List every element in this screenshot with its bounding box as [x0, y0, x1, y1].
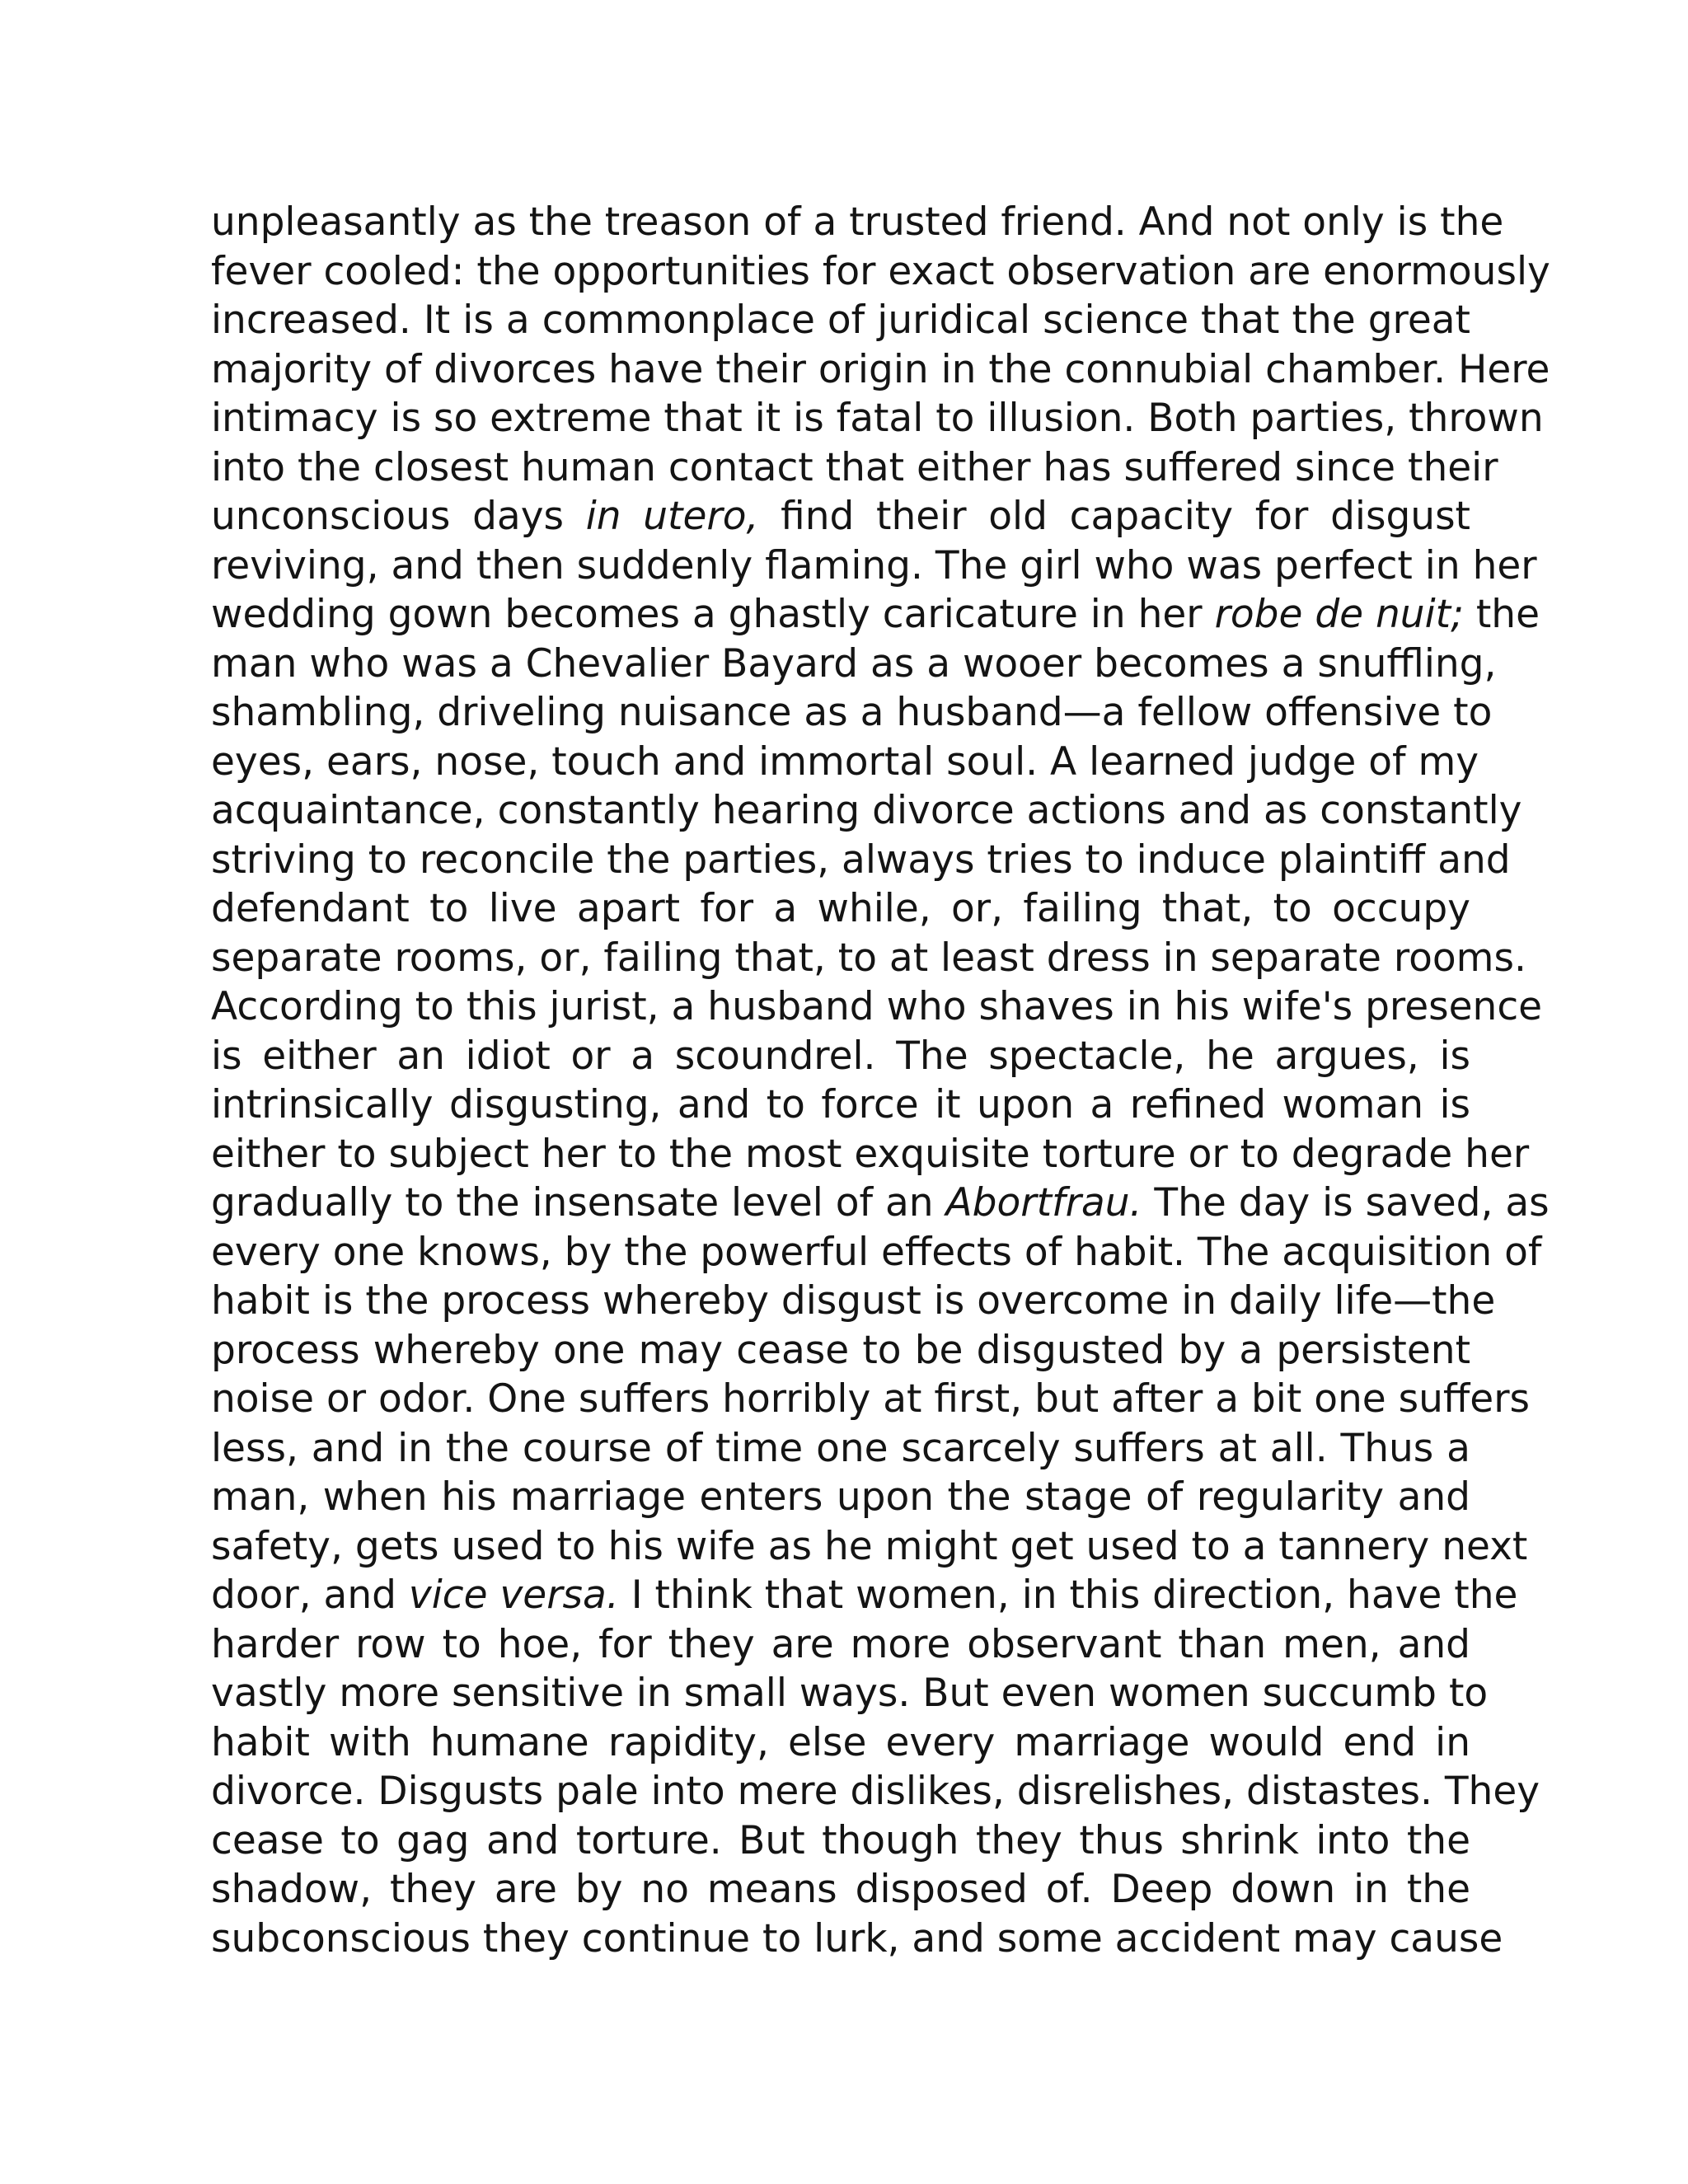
text-line — [211, 1326, 1470, 1376]
text-segment: divorce. Disgusts pale into mere dislikes, disrelishes, distastes. They — [211, 1769, 1540, 1814]
text-segment: door, and — [211, 1572, 409, 1618]
text-line — [211, 786, 1522, 836]
text-segment: fever cooled: the opportunities for exact observation are enormously — [211, 248, 1550, 294]
text-segment: habit is the process whereby disgust is overcome in daily life—the — [211, 1278, 1496, 1324]
text-segment: unconscious days — [211, 494, 586, 539]
text-segment: find their old capacity for disgust — [758, 494, 1470, 539]
text-line — [211, 982, 1543, 1032]
text-segment: majority of divorces have their origin in the connubial chamber. Here — [211, 346, 1550, 392]
text-segment: intrinsically disgusting, and to force it upon a refined woman is — [211, 1082, 1470, 1127]
text-line — [211, 1816, 1470, 1866]
text-line — [211, 1080, 1470, 1130]
text-line — [211, 1571, 1518, 1620]
text-line — [211, 1669, 1489, 1718]
text-line — [211, 1522, 1528, 1572]
text-segment: noise or odor. One suffers horribly at first, but after a bit one suffers — [211, 1376, 1531, 1422]
text-line — [211, 836, 1511, 885]
text-segment: acquaintance, constantly hearing divorce actions and as constantly — [211, 788, 1522, 833]
text-line — [211, 296, 1470, 345]
text-segment: is either an idiot or a scoundrel. The spectacle, he argues, is — [211, 1033, 1470, 1079]
text-segment: vastly more sensitive in small ways. But even women succumb to — [211, 1671, 1489, 1716]
italic-text: vice versa. — [408, 1572, 619, 1618]
text-line — [211, 1718, 1470, 1768]
text-segment: safety, gets used to his wife as he might get used to a tannery next — [211, 1523, 1528, 1569]
text-segment: shambling, driveling nuisance as a husband—a fellow offensive to — [211, 690, 1493, 735]
text-segment: shadow, they are by no means disposed of. Deep down in the — [211, 1867, 1470, 1912]
text-segment: harder row to hoe, for they are more observant than men, and — [211, 1621, 1470, 1667]
text-segment: gradually to the insensate level of an — [211, 1180, 946, 1226]
text-line — [211, 541, 1537, 591]
text-line — [211, 738, 1479, 787]
text-segment: I think that women, in this direction, have the — [618, 1572, 1518, 1618]
page-body — [211, 198, 1550, 1963]
text-line — [211, 1865, 1470, 1915]
text-line — [211, 1032, 1470, 1081]
text-segment: separate rooms, or, failing that, to at least dress in separate rooms. — [211, 935, 1526, 981]
text-segment: defendant to live apart for a while, or, failing that, to occupy — [211, 886, 1470, 931]
italic-text: Abortfrau. — [945, 1180, 1142, 1226]
text-segment: process whereby one may cease to be disgusted by a persistent — [211, 1327, 1470, 1373]
text-segment: reviving, and then suddenly flaming. The girl who was perfect in her — [211, 542, 1537, 588]
text-segment: every one knows, by the powerful effects of habit. The acquisition of — [211, 1229, 1542, 1275]
text-segment: intimacy is so extreme that it is fatal to illusion. Both parties, thrown — [211, 396, 1544, 441]
text-line — [211, 1179, 1550, 1228]
text-segment: man, when his marriage enters upon the stage of regularity and — [211, 1474, 1470, 1520]
text-segment: into the closest human contact that either has suffered since their — [211, 444, 1498, 490]
text-line — [211, 1473, 1470, 1522]
text-segment: subconscious they continue to lurk, and some accident may cause — [211, 1915, 1503, 1961]
text-line — [211, 1228, 1542, 1277]
text-line — [211, 198, 1504, 247]
text-segment: habit with humane rapidity, else every marriage would end in — [211, 1719, 1470, 1765]
text-segment: striving to reconcile the parties, always tries to induce plaintiff and — [211, 837, 1511, 883]
text-line — [211, 884, 1470, 934]
text-line — [211, 640, 1497, 689]
text-line — [211, 1130, 1530, 1179]
text-segment: either to subject her to the most exquisite torture or to degrade her — [211, 1131, 1530, 1177]
text-line — [211, 492, 1470, 541]
text-segment: wedding gown becomes a ghastly caricature in her — [211, 592, 1215, 637]
text-line — [211, 1915, 1503, 1964]
text-segment: man who was a Chevalier Bayard as a wooer becomes a snuffling, — [211, 640, 1497, 687]
text-line — [211, 1767, 1540, 1816]
text-line — [211, 688, 1493, 738]
text-line — [211, 443, 1498, 493]
text-line — [211, 1424, 1470, 1474]
text-line — [211, 590, 1540, 640]
text-segment: less, and in the course of time one scarcely suffers at all. Thus a — [211, 1425, 1470, 1471]
text-line — [211, 247, 1550, 297]
text-segment: increased. It is a commonplace of juridical science that the great — [211, 298, 1470, 343]
text-line — [211, 345, 1550, 395]
italic-text: in utero, — [585, 494, 759, 539]
text-segment: According to this jurist, a husband who shaves in his wife's presence — [211, 984, 1543, 1029]
text-segment: unpleasantly as the treason of a trusted friend. And not only is the — [211, 199, 1504, 245]
text-line — [211, 1375, 1531, 1424]
text-line — [211, 934, 1526, 983]
text-segment: eyes, ears, nose, touch and immortal soul. A learned judge of my — [211, 738, 1479, 785]
text-line — [211, 1620, 1470, 1670]
italic-text: robe de nuit; — [1214, 592, 1464, 637]
text-line — [211, 1277, 1496, 1326]
text-line — [211, 394, 1544, 443]
text-segment: the — [1463, 592, 1540, 637]
text-segment: cease to gag and torture. But though they thus shrink into the — [211, 1817, 1470, 1863]
text-segment: The day is saved, as — [1142, 1180, 1550, 1226]
